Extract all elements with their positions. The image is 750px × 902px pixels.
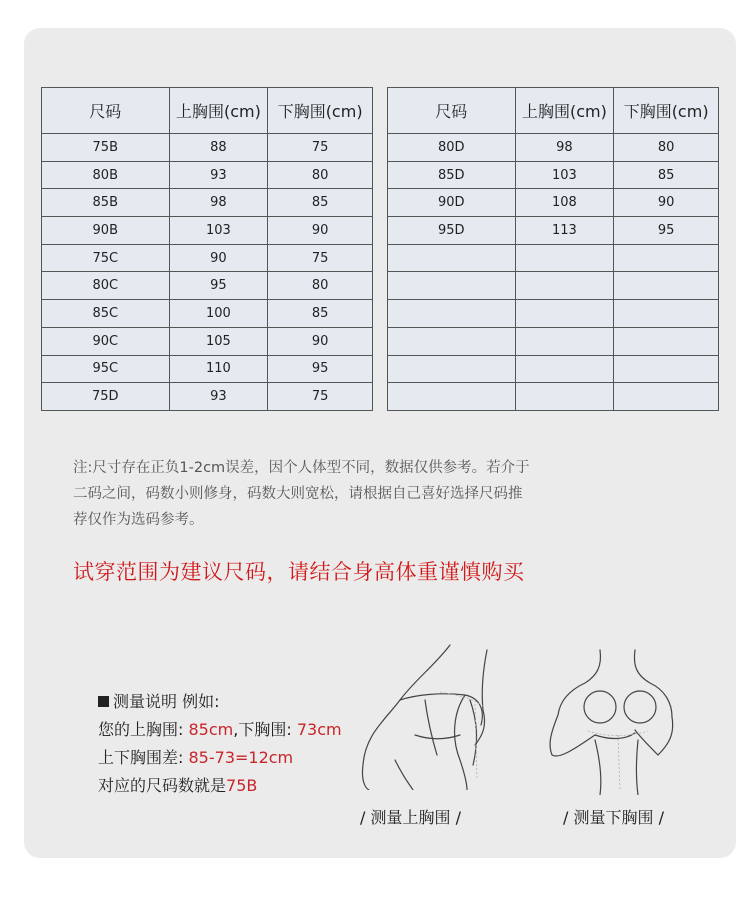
note-line-1: 注:尺寸存在正负1-2cm误差，因个人体型不同，数据仅供参考。若介于 [73, 460, 530, 476]
lower-value: 73cm [296, 720, 342, 739]
under-bust-cell: 80 [268, 161, 373, 189]
size-cell: 85C [42, 300, 170, 328]
upper-bust-cell: 98 [169, 189, 268, 217]
table-row [388, 217, 719, 245]
under-bust-cell [614, 383, 719, 411]
upper-bust-cell [515, 244, 614, 272]
measure-title [98, 688, 342, 716]
size-cell: 90D [388, 189, 516, 217]
table-row [388, 189, 719, 217]
table-row [42, 134, 373, 162]
upper-bust-cell: 88 [169, 134, 268, 162]
under-bust-cell: 75 [268, 383, 373, 411]
upper-bust-cell [515, 272, 614, 300]
size-cell: 75C [42, 244, 170, 272]
size-cell [388, 244, 516, 272]
size-cell: 95C [42, 355, 170, 383]
size-cell [388, 300, 516, 328]
upper-bust-cell: 93 [169, 161, 268, 189]
table-row [388, 383, 719, 411]
result-value: 75B [226, 776, 258, 795]
table-row [42, 272, 373, 300]
note-line-2: 二码之间，码数小则修身，码数大则宽松，请根据自己喜好选择尺码推 [73, 486, 523, 502]
table-header-row [388, 88, 719, 134]
table-row [388, 355, 719, 383]
table-row [42, 355, 373, 383]
table-header-row [42, 88, 373, 134]
size-cell: 75B [42, 134, 170, 162]
under-bust-cell: 85 [614, 161, 719, 189]
table-row [388, 327, 719, 355]
upper-bust-cell: 100 [169, 300, 268, 328]
size-table-left [41, 87, 373, 411]
measure-diff-line [98, 744, 342, 772]
under-bust-header: 下胸围(cm) [268, 88, 373, 134]
under-bust-cell: 85 [268, 189, 373, 217]
upper-bust-cell: 103 [169, 217, 268, 245]
upper-bust-illustration [355, 640, 505, 790]
upper-bust-cell [515, 327, 614, 355]
bullet-square-icon [98, 696, 109, 707]
size-note [73, 455, 633, 533]
upper-bust-cell: 95 [169, 272, 268, 300]
under-bust-header: 下胸围(cm) [614, 88, 719, 134]
upper-bust-cell: 98 [515, 134, 614, 162]
under-bust-caption: / 测量下胸围 / [563, 808, 664, 827]
size-cell: 85B [42, 189, 170, 217]
under-bust-cell: 85 [268, 300, 373, 328]
size-cell: 95D [388, 217, 516, 245]
under-bust-cell: 95 [268, 355, 373, 383]
upper-bust-cell [515, 383, 614, 411]
size-cell: 75D [42, 383, 170, 411]
lower-label: ,下胸围: [233, 720, 292, 739]
size-cell: 80C [42, 272, 170, 300]
upper-bust-cell: 110 [169, 355, 268, 383]
size-cell: 90B [42, 217, 170, 245]
under-bust-cell: 75 [268, 134, 373, 162]
size-header: 尺码 [388, 88, 516, 134]
under-bust-cell: 90 [268, 217, 373, 245]
upper-bust-cell: 90 [169, 244, 268, 272]
under-bust-cell: 80 [614, 134, 719, 162]
table-row [42, 244, 373, 272]
under-bust-cell: 80 [268, 272, 373, 300]
table-row [388, 272, 719, 300]
size-cell: 80D [388, 134, 516, 162]
under-bust-cell [614, 300, 719, 328]
table-row [388, 244, 719, 272]
size-cell: 85D [388, 161, 516, 189]
size-header: 尺码 [42, 88, 170, 134]
table-row [42, 217, 373, 245]
upper-bust-cell: 105 [169, 327, 268, 355]
under-bust-cell [614, 355, 719, 383]
measure-result-line [98, 772, 342, 800]
measure-example-line [98, 716, 342, 744]
under-bust-cell: 90 [268, 327, 373, 355]
under-bust-illustration [540, 645, 690, 795]
table-row [388, 134, 719, 162]
upper-bust-cell: 108 [515, 189, 614, 217]
upper-bust-cell: 113 [515, 217, 614, 245]
under-bust-cell [614, 272, 719, 300]
table-row [42, 300, 373, 328]
table-row [42, 383, 373, 411]
table-row [42, 189, 373, 217]
purchase-advice: 试穿范围为建议尺码，请结合身高体重谨慎购买 [73, 560, 525, 584]
diff-value: 85-73=12cm [188, 748, 294, 767]
upper-bust-cell [515, 355, 614, 383]
note-line-3: 荐仅作为选码参考。 [73, 512, 204, 528]
table-row [388, 300, 719, 328]
upper-value: 85cm [188, 720, 234, 739]
under-bust-cell [614, 327, 719, 355]
size-cell: 90C [42, 327, 170, 355]
size-cell [388, 383, 516, 411]
measurement-instructions [98, 688, 342, 800]
under-bust-cell: 95 [614, 217, 719, 245]
upper-bust-header: 上胸围(cm) [515, 88, 614, 134]
size-cell [388, 272, 516, 300]
upper-bust-cell: 103 [515, 161, 614, 189]
diff-label: 上下胸围差: [98, 748, 184, 767]
under-bust-cell: 75 [268, 244, 373, 272]
size-cell [388, 355, 516, 383]
measure-title-text: 测量说明 例如: [113, 692, 220, 711]
under-bust-cell [614, 244, 719, 272]
under-bust-cell: 90 [614, 189, 719, 217]
size-cell: 80B [42, 161, 170, 189]
upper-bust-header: 上胸围(cm) [169, 88, 268, 134]
size-table-right [387, 87, 719, 411]
result-label: 对应的尺码数就是 [98, 776, 227, 795]
table-row [42, 327, 373, 355]
upper-label: 您的上胸围: [98, 720, 184, 739]
upper-bust-cell: 93 [169, 383, 268, 411]
upper-bust-cell [515, 300, 614, 328]
table-row [388, 161, 719, 189]
upper-bust-caption: / 测量上胸围 / [360, 808, 461, 827]
size-cell [388, 327, 516, 355]
table-row [42, 161, 373, 189]
